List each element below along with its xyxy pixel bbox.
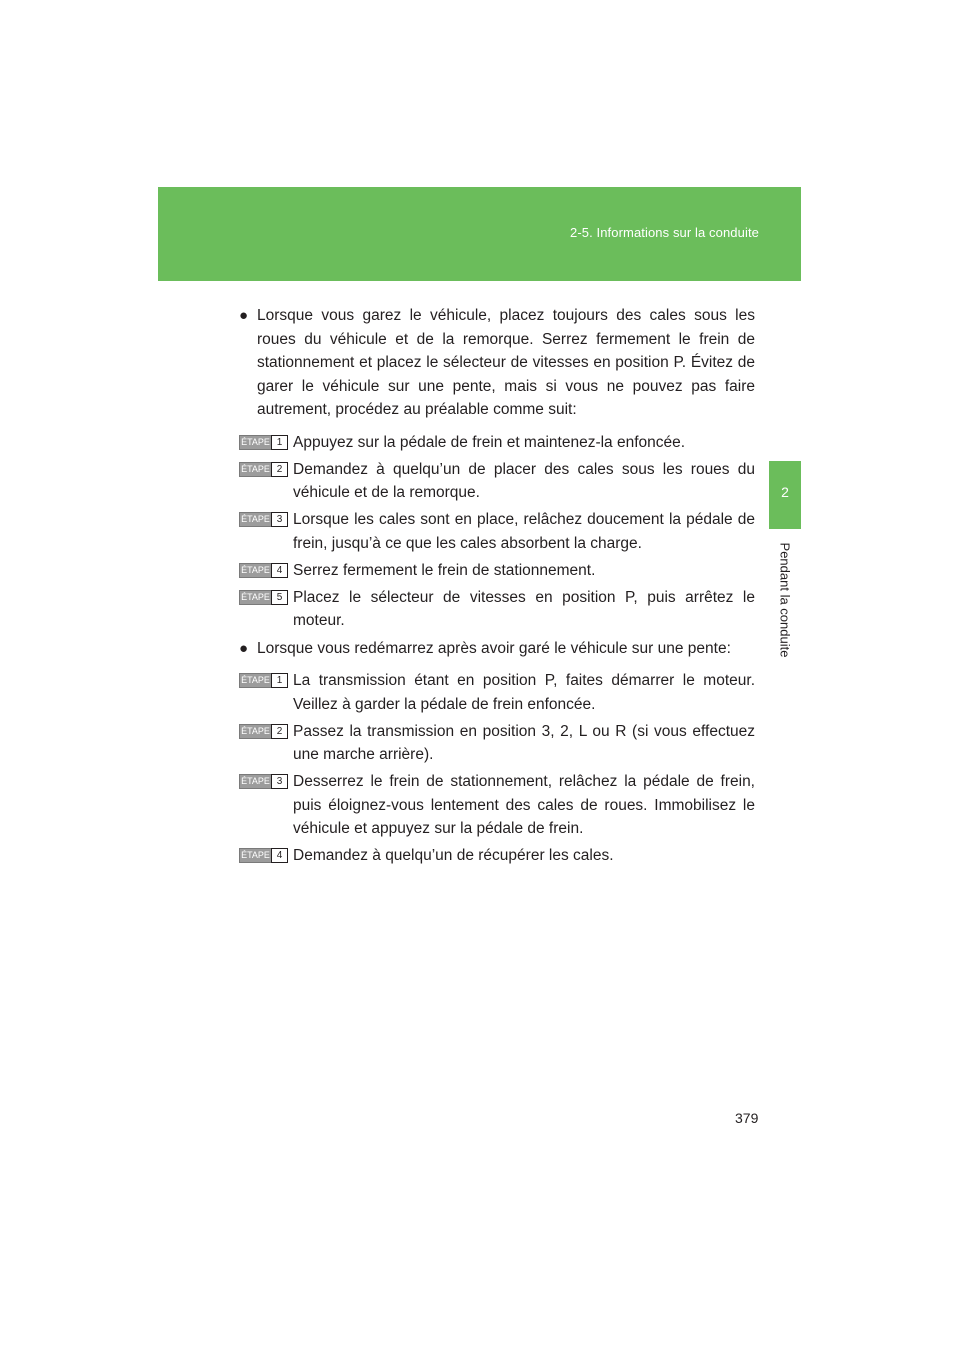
step-badge-label: ÉTAPE	[239, 673, 271, 688]
bullet-icon: ●	[239, 639, 249, 657]
step-text: Lorsque les cales sont en place, relâchez doucement la pédale de frein, jusqu’à ce que les cales absorbent la charge.	[293, 511, 755, 552]
step-item	[239, 431, 755, 455]
step-badge-label: ÉTAPE	[239, 563, 271, 578]
step-text: Passez la transmission en position 3, 2, L ou R (si vous effectuez une marche arrière).	[293, 722, 755, 763]
step-text: Demandez à quelqu’un de placer des cales sous les roues du véhicule et de la remorque.	[293, 460, 755, 501]
step-item	[239, 669, 755, 716]
bullet-text: Lorsque vous garez le véhicule, placez toujours des cales sous les roues du véhicule et de la remorque. Serrez fermement le frein de stationnement et placez le sélecteur de vitesses en position P. Évitez de garer le véhicule sur une pente, mais si vous ne pouvez pas faire autrement, procédez au préalable comme suit:	[257, 307, 755, 418]
bullet-text: Lorsque vous redémarrez après avoir garé le véhicule sur une pente:	[257, 639, 731, 657]
step-item	[239, 586, 755, 633]
step-badge	[239, 462, 288, 477]
step-item	[239, 844, 755, 868]
step-badge-label: ÉTAPE	[239, 774, 271, 789]
step-number: 2	[271, 724, 288, 739]
step-text: Demandez à quelqu’un de récupérer les cales.	[293, 847, 614, 864]
step-number: 2	[271, 462, 288, 477]
step-number: 4	[271, 563, 288, 578]
step-item	[239, 508, 755, 555]
step-badge	[239, 724, 288, 739]
step-number: 3	[271, 512, 288, 527]
step-item	[239, 770, 755, 841]
step-text: Desserrez le frein de stationnement, relâchez la pédale de frein, puis éloignez-vous lentement des cales de roues. Immobilisez le véhicule et appuyez sur la pédale de frein.	[293, 773, 755, 837]
chapter-tab	[769, 461, 801, 529]
step-text: Appuyez sur la pédale de frein et maintenez-la enfoncée.	[293, 433, 686, 451]
step-number: 1	[271, 673, 288, 688]
step-badge	[239, 848, 288, 863]
step-number: 3	[271, 774, 288, 789]
step-badge-label: ÉTAPE	[239, 724, 271, 739]
step-text: La transmission étant en position P, faites démarrer le moteur. Veillez à garder la pédale de frein enfoncée.	[293, 672, 755, 713]
step-item	[239, 458, 755, 505]
section-title: 2-5. Informations sur la conduite	[569, 225, 759, 240]
page-content	[239, 304, 755, 872]
page-number: 379	[735, 1110, 759, 1126]
step-number: 4	[271, 848, 288, 863]
step-badge-label: ÉTAPE	[239, 435, 271, 450]
step-number: 5	[271, 590, 288, 605]
step-badge	[239, 563, 288, 578]
step-badge-label: ÉTAPE	[239, 462, 271, 477]
step-badge-label: ÉTAPE	[239, 590, 271, 605]
bullet-icon: ●	[239, 307, 249, 324]
bullet-item	[239, 637, 755, 661]
chapter-label: Pendant la conduite	[777, 542, 793, 658]
section-header-band	[158, 187, 801, 281]
step-badge	[239, 512, 288, 527]
chapter-number: 2	[781, 484, 789, 500]
step-item	[239, 559, 755, 583]
step-list	[239, 669, 755, 868]
step-badge	[239, 435, 288, 450]
step-number: 1	[271, 435, 288, 450]
step-badge	[239, 673, 288, 688]
step-badge-label: ÉTAPE	[239, 848, 271, 863]
step-badge	[239, 590, 288, 605]
step-list	[239, 431, 755, 633]
step-text: Serrez fermement le frein de stationnement.	[293, 561, 596, 579]
bullet-item	[239, 304, 755, 422]
step-text: Placez le sélecteur de vitesses en position P, puis arrêtez le moteur.	[293, 588, 755, 629]
step-item	[239, 720, 755, 767]
step-badge	[239, 774, 288, 789]
step-badge-label: ÉTAPE	[239, 512, 271, 527]
